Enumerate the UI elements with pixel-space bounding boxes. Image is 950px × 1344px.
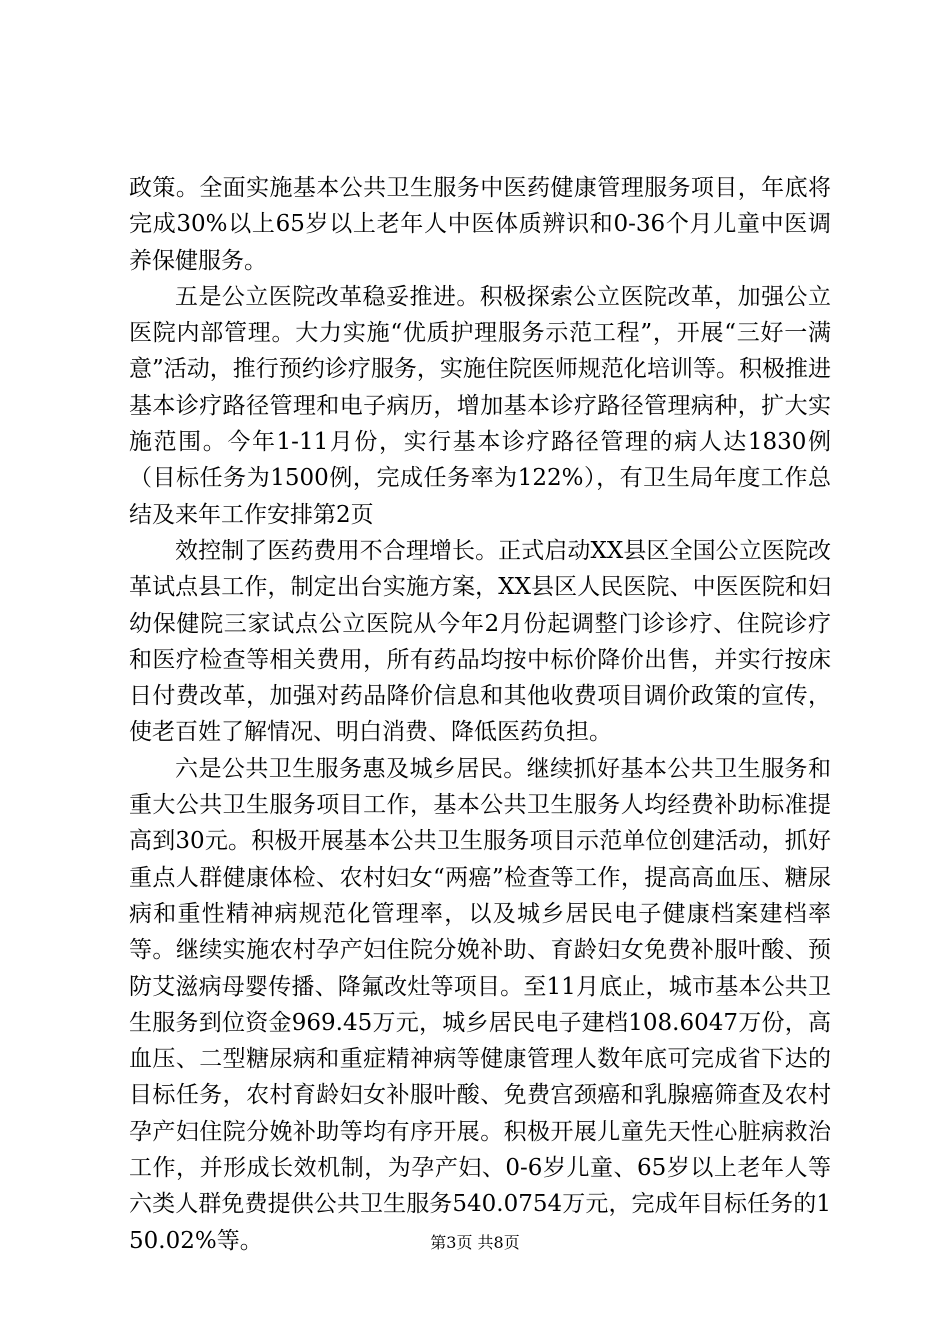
document-body [129, 170, 831, 1259]
paragraph-cost-control: 效控制了医药费用不合理增长。正式启动XX县区全国公立医院改革试点县工作，制定出台实施方案，XX县区人民医院、中医医院和妇幼保健院三家试点公立医院从今年2月份起调整门诊诊疗、住院诊疗和医疗检查等相关费用，所有药品均按中标价降价出售，并实行按床日付费改革，加强对药品降价信息和其他收费项目调价政策的宣传，使老百姓了解情况、明白消费、降低医药负担。 [129, 537, 831, 746]
paragraph-public-health: 六是公共卫生服务惠及城乡居民。继续抓好基本公共卫生服务和重大公共卫生服务项目工作，基本公共卫生服务人均经费补助标准提高到30元。积极开展基本公共卫生服务项目示范单位创建活动，抓好重点人群健康体检、农村妇女“两癌”检查等工作，提高高血压、糖尿病和重性精神病规范化管理率，以及城乡居民电子健康档案建档率等。继续实施农村孕产妇住院分娩补助、育龄妇女免费补服叶酸、预防艾滋病母婴传播、降氟改灶等项目。至11月底止，城市基本公共卫生服务到位资金969.45万元，城乡居民电子建档108.6047万份，高血压、二型糖尿病和重症精神病等健康管理人数年底可完成省下达的目标任务，农村育龄妇女补服叶酸、免费宫颈癌和乳腺癌筛查及农村孕产妇住院分娩补助等均有序开展。积极开展儿童先天性心脏病救治工作，并形成长效机制，为孕产妇、0-6岁儿童、65岁以上老年人等六类人群免费提供公共卫生服务540.0754万元，完成年目标任务的150.02%等。 [129, 755, 831, 1254]
paragraph-hospital-reform: 五是公立医院改革稳妥推进。积极探索公立医院改革，加强公立医院内部管理。大力实施“优质护理服务示范工程”，开展“三好一满意”活动，推行预约诊疗服务，实施住院医师规范化培训等。积极推进基本诊疗路径管理和电子病历，增加基本诊疗路径管理病种，扩大实施范围。今年1-11月份，实行基本诊疗路径管理的病人达1830例（目标任务为1500例，完成任务率为122%），有卫生局年度工作总结及来年工作安排第2页 [129, 283, 831, 528]
page-footer: 第3页 共8页 [430, 1233, 520, 1252]
paragraph-continuation-policy: 政策。全面实施基本公共卫生服务中医药健康管理服务项目，年底将完成30%以上65岁以上老年人中医体质辨识和0-36个月儿童中医调养保健服务。 [129, 175, 831, 274]
